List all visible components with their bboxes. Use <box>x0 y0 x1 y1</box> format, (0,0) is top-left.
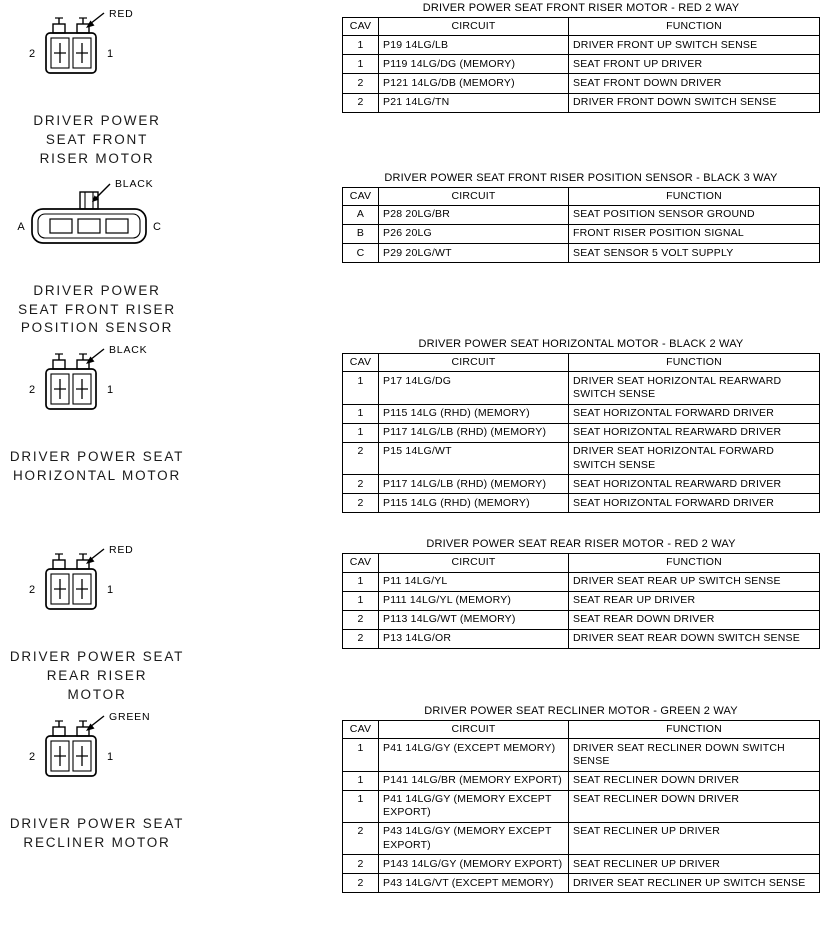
pin-label-left: 2 <box>28 384 36 397</box>
connector-drawing-3way <box>8 172 186 272</box>
function-cell: FRONT RISER POSITION SIGNAL <box>569 224 820 243</box>
col-header-cav: CAV <box>343 18 379 36</box>
connector-figure <box>8 338 186 486</box>
pin-label-left: A <box>17 220 25 233</box>
circuit-cell: P43 14LG/VT (EXCEPT MEMORY) <box>379 874 569 893</box>
circuit-cell: P26 20LG <box>379 224 569 243</box>
function-cell: SEAT HORIZONTAL REARWARD DRIVER <box>569 423 820 442</box>
function-cell: DRIVER SEAT RECLINER UP SWITCH SENSE <box>569 874 820 893</box>
wiring-section <box>8 172 820 339</box>
col-header-circuit: CIRCUIT <box>379 187 569 205</box>
connector-figure <box>8 172 186 339</box>
pin-label-right: 1 <box>106 751 114 764</box>
table-row <box>343 771 820 790</box>
pin-label-left: 2 <box>28 48 36 60</box>
circuit-cell: P15 14LG/WT <box>379 442 569 474</box>
col-header-cav: CAV <box>343 554 379 572</box>
circuit-cell: P19 14LG/LB <box>379 36 569 55</box>
connector-caption-line: RECLINER MOTOR <box>23 835 171 851</box>
table-row <box>343 36 820 55</box>
connector-caption-line: DRIVER POWER SEAT <box>9 816 185 832</box>
connector-color-label: BLACK <box>115 177 154 190</box>
function-cell: SEAT HORIZONTAL FORWARD DRIVER <box>569 494 820 513</box>
function-cell: DRIVER SEAT REAR UP SWITCH SENSE <box>569 572 820 591</box>
col-header-function: FUNCTION <box>569 187 820 205</box>
circuit-cell: P115 14LG (RHD) (MEMORY) <box>379 404 569 423</box>
circuit-cell: P143 14LG/GY (MEMORY EXPORT) <box>379 855 569 874</box>
connector-figure-column <box>8 705 342 853</box>
connector-2way-svg <box>8 2 186 102</box>
table-row <box>343 74 820 93</box>
circuit-cell: P43 14LG/GY (MEMORY EXCEPT EXPORT) <box>379 822 569 854</box>
connector-caption-line: DRIVER POWER SEAT <box>9 649 185 665</box>
cav-cell: 2 <box>343 442 379 474</box>
table-row <box>343 55 820 74</box>
circuit-cell: P21 14LG/TN <box>379 93 569 112</box>
circuit-cell: P113 14LG/WT (MEMORY) <box>379 610 569 629</box>
circuit-cell: P13 14LG/OR <box>379 629 569 648</box>
function-cell: SEAT POSITION SENSOR GROUND <box>569 205 820 224</box>
connector-drawing-2way <box>8 705 186 805</box>
cav-cell: 1 <box>343 36 379 55</box>
pinout-column <box>342 338 820 513</box>
connector-2way-svg <box>8 705 186 805</box>
cav-cell: 1 <box>343 423 379 442</box>
cav-cell: 1 <box>343 771 379 790</box>
table-row <box>343 404 820 423</box>
circuit-cell: P28 20LG/BR <box>379 205 569 224</box>
table-header-row <box>343 18 820 36</box>
table-row <box>343 442 820 474</box>
circuit-cell: P115 14LG (RHD) (MEMORY) <box>379 494 569 513</box>
connector-caption <box>10 448 184 486</box>
wiring-section <box>8 705 820 893</box>
table-row <box>343 629 820 648</box>
function-cell: DRIVER FRONT DOWN SWITCH SENSE <box>569 93 820 112</box>
table-row <box>343 205 820 224</box>
cav-cell: C <box>343 244 379 263</box>
col-header-function: FUNCTION <box>569 354 820 372</box>
cav-cell: 2 <box>343 855 379 874</box>
pin-label-right: 1 <box>106 48 114 60</box>
function-cell: DRIVER FRONT UP SWITCH SENSE <box>569 36 820 55</box>
wiring-section <box>8 338 820 513</box>
cav-cell: A <box>343 205 379 224</box>
connector-caption <box>18 282 176 339</box>
table-row <box>343 372 820 404</box>
table-header-row <box>343 721 820 739</box>
circuit-cell: P117 14LG/LB (RHD) (MEMORY) <box>379 475 569 494</box>
function-cell: DRIVER SEAT HORIZONTAL FORWARD SWITCH SENSE <box>569 442 820 474</box>
connector-caption-line: RISER MOTOR <box>39 150 155 166</box>
cav-cell: 1 <box>343 55 379 74</box>
circuit-cell: P29 20LG/WT <box>379 244 569 263</box>
pinout-table <box>342 553 820 649</box>
cav-cell: 2 <box>343 475 379 494</box>
connector-figure-column <box>8 338 342 486</box>
table-row <box>343 224 820 243</box>
leader-arrow <box>92 184 110 202</box>
col-header-circuit: CIRCUIT <box>379 554 569 572</box>
table-row <box>343 591 820 610</box>
connector-figure <box>8 705 186 853</box>
circuit-cell: P41 14LG/GY (MEMORY EXCEPT EXPORT) <box>379 790 569 822</box>
pinout-column <box>342 2 820 113</box>
circuit-cell: P111 14LG/YL (MEMORY) <box>379 591 569 610</box>
connector-figure <box>8 538 186 705</box>
connector-figure-column <box>8 172 342 339</box>
connector-caption-line: DRIVER POWER <box>33 113 161 128</box>
table-row <box>343 423 820 442</box>
cav-cell: 2 <box>343 822 379 854</box>
connector-caption <box>10 648 184 705</box>
col-header-function: FUNCTION <box>569 721 820 739</box>
circuit-cell: P121 14LG/DB (MEMORY) <box>379 74 569 93</box>
pin-label-right: C <box>153 220 161 233</box>
cav-cell: 1 <box>343 572 379 591</box>
function-cell: SEAT RECLINER DOWN DRIVER <box>569 790 820 822</box>
table-row <box>343 739 820 771</box>
table-row <box>343 244 820 263</box>
table-title: DRIVER POWER SEAT RECLINER MOTOR - GREEN 2 WAY <box>424 705 738 718</box>
cav-cell: 2 <box>343 629 379 648</box>
pinout-table <box>342 187 820 264</box>
connector-caption-line: REAR RISER <box>46 668 148 684</box>
function-cell: SEAT REAR DOWN DRIVER <box>569 610 820 629</box>
connector-color-label: BLACK <box>109 344 148 357</box>
cav-cell: 2 <box>343 494 379 513</box>
table-title: DRIVER POWER SEAT FRONT RISER MOTOR - RED 2 WAY <box>422 2 740 14</box>
function-cell: DRIVER SEAT REAR DOWN SWITCH SENSE <box>569 629 820 648</box>
function-cell: SEAT SENSOR 5 VOLT SUPPLY <box>569 244 820 263</box>
connector-caption-line: HORIZONTAL MOTOR <box>12 468 182 484</box>
cav-cell: 1 <box>343 739 379 771</box>
connector-color-label: GREEN <box>109 711 151 724</box>
pin-label-left: 2 <box>28 584 36 597</box>
connector-color-label: RED <box>109 544 134 557</box>
table-row <box>343 790 820 822</box>
table-header-row <box>343 354 820 372</box>
circuit-cell: P117 14LG/LB (RHD) (MEMORY) <box>379 423 569 442</box>
circuit-cell: P11 14LG/YL <box>379 572 569 591</box>
connector-caption-line: POSITION SENSOR <box>20 320 174 336</box>
pinout-table <box>342 353 820 513</box>
connector-figure-column <box>8 2 342 169</box>
circuit-cell: P41 14LG/GY (EXCEPT MEMORY) <box>379 739 569 771</box>
cav-cell: B <box>343 224 379 243</box>
pin-label-right: 1 <box>106 584 114 597</box>
function-cell: SEAT RECLINER DOWN DRIVER <box>569 771 820 790</box>
table-row <box>343 822 820 854</box>
cav-cell: 1 <box>343 790 379 822</box>
connector-figure-column <box>8 538 342 705</box>
connector-caption-line: DRIVER POWER <box>33 282 161 298</box>
function-cell: SEAT RECLINER UP DRIVER <box>569 822 820 854</box>
table-row <box>343 494 820 513</box>
connector-2way-svg <box>8 538 186 638</box>
pinout-column <box>342 538 820 649</box>
col-header-cav: CAV <box>343 721 379 739</box>
connector-caption <box>10 815 184 853</box>
function-cell: SEAT RECLINER UP DRIVER <box>569 855 820 874</box>
table-title: DRIVER POWER SEAT REAR RISER MOTOR - RED 2 WAY <box>426 538 736 551</box>
pin-label-right: 1 <box>106 384 114 397</box>
cav-cell: 1 <box>343 372 379 404</box>
col-header-circuit: CIRCUIT <box>379 18 569 36</box>
cav-cell: 1 <box>343 404 379 423</box>
connector-drawing-2way <box>8 338 186 438</box>
connector-color-label: RED <box>109 8 134 20</box>
cav-cell: 1 <box>343 591 379 610</box>
table-row <box>343 610 820 629</box>
function-cell: SEAT REAR UP DRIVER <box>569 591 820 610</box>
connector-caption-line: MOTOR <box>67 687 127 703</box>
function-cell: DRIVER SEAT RECLINER DOWN SWITCH SENSE <box>569 739 820 771</box>
col-header-function: FUNCTION <box>569 18 820 36</box>
table-header-row <box>343 187 820 205</box>
col-header-cav: CAV <box>343 187 379 205</box>
connector-caption-line: DRIVER POWER SEAT <box>9 449 185 465</box>
table-row <box>343 874 820 893</box>
pinout-table <box>342 17 820 113</box>
wiring-section <box>8 2 820 169</box>
connector-caption-line: SEAT FRONT <box>45 131 149 147</box>
circuit-cell: P141 14LG/BR (MEMORY EXPORT) <box>379 771 569 790</box>
table-header-row <box>343 554 820 572</box>
function-cell: SEAT HORIZONTAL REARWARD DRIVER <box>569 475 820 494</box>
connector-drawing-2way <box>8 2 186 102</box>
table-row <box>343 93 820 112</box>
table-row <box>343 475 820 494</box>
table-title: DRIVER POWER SEAT FRONT RISER POSITION SENSOR - BLACK 3 WAY <box>384 171 778 184</box>
col-header-cav: CAV <box>343 354 379 372</box>
cav-cell: 2 <box>343 93 379 112</box>
col-header-circuit: CIRCUIT <box>379 721 569 739</box>
cav-cell: 2 <box>343 74 379 93</box>
circuit-cell: P17 14LG/DG <box>379 372 569 404</box>
circuit-cell: P119 14LG/DG (MEMORY) <box>379 55 569 74</box>
connector-caption <box>33 112 160 169</box>
pinout-table <box>342 720 820 893</box>
connector-figure <box>8 2 186 169</box>
function-cell: SEAT HORIZONTAL FORWARD DRIVER <box>569 404 820 423</box>
connector-caption-line: SEAT FRONT RISER <box>18 301 176 317</box>
cav-cell: 2 <box>343 610 379 629</box>
function-cell: SEAT FRONT UP DRIVER <box>569 55 820 74</box>
pinout-column <box>342 705 820 893</box>
connector-2way-svg <box>8 338 186 438</box>
function-cell: SEAT FRONT DOWN DRIVER <box>569 74 820 93</box>
table-row <box>343 855 820 874</box>
connector-3way-svg <box>8 172 186 272</box>
connector-drawing-2way <box>8 538 186 638</box>
col-header-function: FUNCTION <box>569 554 820 572</box>
pin-label-left: 2 <box>28 751 36 764</box>
function-cell: DRIVER SEAT HORIZONTAL REARWARD SWITCH SENSE <box>569 372 820 404</box>
table-row <box>343 572 820 591</box>
pinout-column <box>342 172 820 264</box>
col-header-circuit: CIRCUIT <box>379 354 569 372</box>
table-title: DRIVER POWER SEAT HORIZONTAL MOTOR - BLACK 2 WAY <box>418 338 744 351</box>
cav-cell: 2 <box>343 874 379 893</box>
wiring-section <box>8 538 820 705</box>
